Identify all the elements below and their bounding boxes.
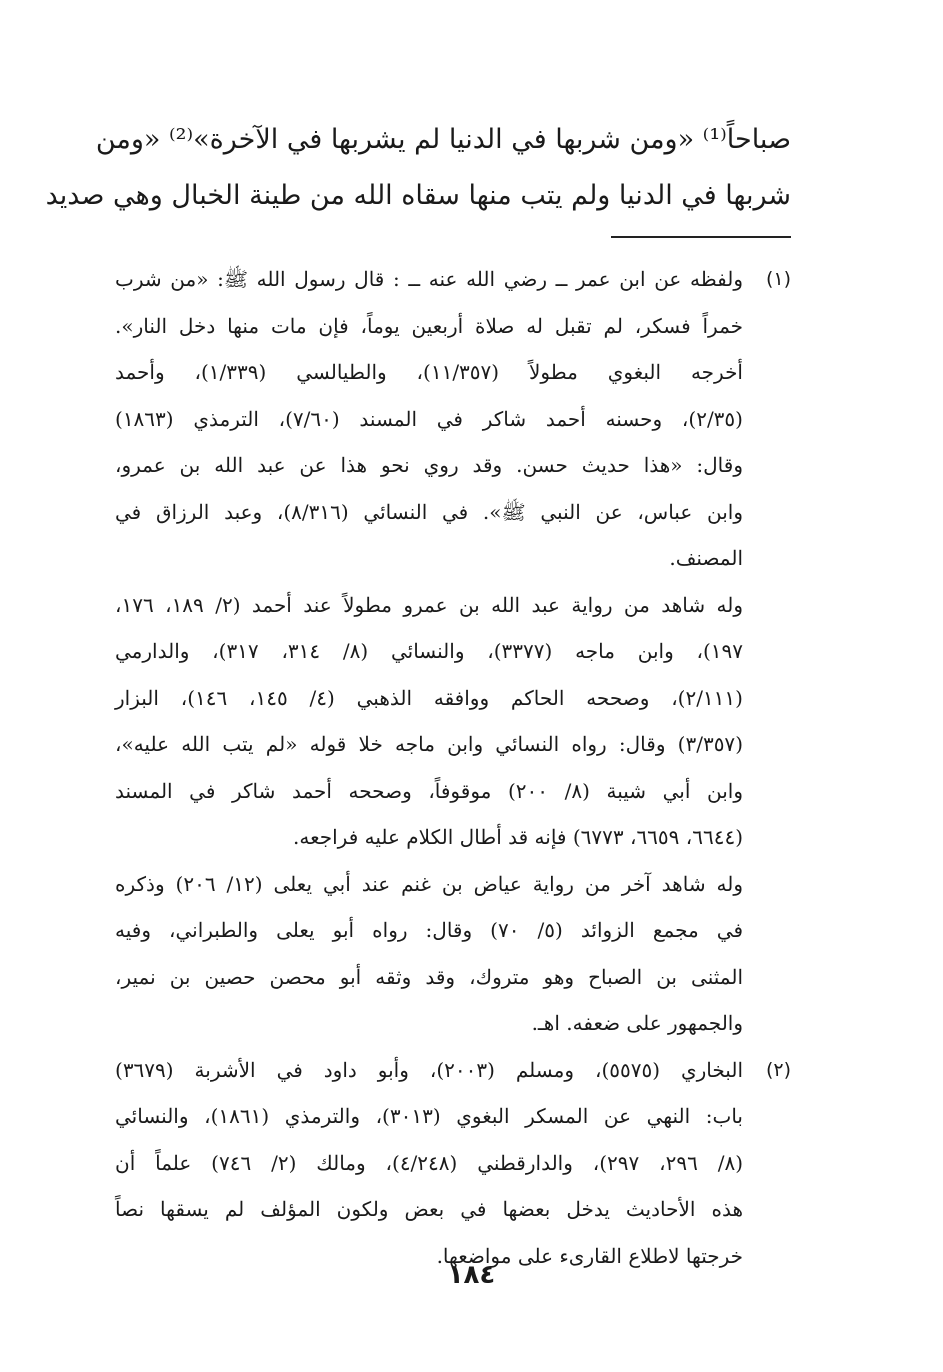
footnote-line: أخرجه البغوي مطولاً (١١/٣٥٧)، والطيالسي (١/٣٣٩)، وأحمد [115, 360, 743, 384]
footnote-paragraph [115, 861, 743, 1047]
footnote-line: وله شاهد آخر من رواية عياض بن غنم عند أبي يعلى (١٢/ ٢٠٦) وذكره [115, 871, 743, 896]
main-text-line: شربها في الدنيا ولم يتب منها سقاه الله من طينة الخبال وهي صديد [45, 180, 791, 211]
footnote-divider [611, 236, 791, 238]
footnote-line: وابن عباس، عن النبي ﷺ». في النسائي (٨/٣١٦)، وعبد الرزاق في [115, 499, 743, 524]
page-number: ١٨٤ [447, 1260, 496, 1290]
footnote-line: المثنى بن الصباح وهو متروك، وقد وثقه أبو محصن حصين بن نمير، [115, 964, 743, 989]
footnote-line: هذه الأحاديث يدخل بعضها في بعض ولكون المؤلف لم يسقها نصاً [115, 1197, 743, 1221]
footnote-line: وقال: «هذا حديث حسن. وقد روي نحو هذا عن عبد الله بن عمرو، [115, 453, 743, 477]
footnote-line: ١٩٧)، وابن ماجه (٣٣٧٧)، والنسائي (٨/ ٣١٤، ٣١٧)، والدارمي [115, 639, 744, 663]
footnote-marker: (٢) [765, 1058, 791, 1081]
footnote-1 [115, 256, 791, 1047]
footnote-line: خرجتها لاطلاع القارىء على مواضعها. [436, 1243, 743, 1268]
footnote-2 [115, 1047, 791, 1280]
footnote-marker: (١) [765, 268, 791, 290]
footnote-line: (٢/٣٥)، وحسنه أحمد شاكر في المسند (٧/٦٠)، الترمذي (١٨٦٣) [115, 406, 743, 431]
footnote-line: في مجمع الزوائد (٥/ ٧٠) وقال: رواه أبو يعلى والطبراني، وفيه [115, 918, 743, 942]
main-text [45, 112, 791, 224]
footnotes [115, 256, 791, 1279]
footnote-line: البخاري (٥٥٧٥)، ومسلم (٢٠٠٣)، وأبو داود في الأشربة (٣٦٧٩) [115, 1057, 743, 1082]
footnote-paragraph [115, 256, 743, 582]
footnote-paragraph [115, 1047, 743, 1280]
footnote-line: (٢/١١١)، وصححه الحاكم ووافقه الذهبي (٤/ ١٤٥، ١٤٦)، البزار [115, 685, 743, 710]
footnote-line: وله شاهد من رواية عبد الله بن عمرو مطولاً عند أحمد (٢/ ١٨٩، ١٧٦، [115, 592, 744, 617]
footnote-line: المصنف. [669, 546, 743, 570]
footnote-paragraph [115, 582, 743, 861]
footnote-line: (٣/٣٥٧) وقال: رواه النسائي وابن ماجه خلا قوله «لم يتب الله عليه»، [115, 732, 743, 756]
footnote-line: باب: النهي عن المسكر البغوي (٣٠١٣)، والترمذي (١٨٦١)، والنسائي [115, 1104, 743, 1128]
footnote-line: والجمهور على ضعفه. اهـ. [531, 1011, 743, 1035]
footnote-line: خمراً فسكر، لم تقبل له صلاة أربعين يوماً، فإن مات منها دخل النار». [115, 313, 743, 338]
footnote-line: (٨/ ٢٩٦، ٢٩٧)، والدارقطني (٤/٢٤٨)، ومالك (٢/ ٧٤٦) علماً أن [115, 1150, 743, 1175]
main-text-line: صباحاً⁽¹⁾ «ومن شربها في الدنيا لم يشربها في الآخرة»⁽²⁾ «ومن [95, 124, 791, 155]
footnote-line: ولفظه عن ابن عمر ــ رضي الله عنه ــ : قال رسول الله ﷺ: «من شرب [115, 267, 743, 291]
footnote-line: وابن أبي شيبة (٨/ ٢٠٠) موقوفاً، وصححه أحمد شاكر في المسند [115, 778, 743, 803]
footnote-line: (٦٦٤٤، ٦٦٥٩، ٦٧٧٣) فإنه قد أطال الكلام عليه فراجعه. [293, 825, 743, 849]
